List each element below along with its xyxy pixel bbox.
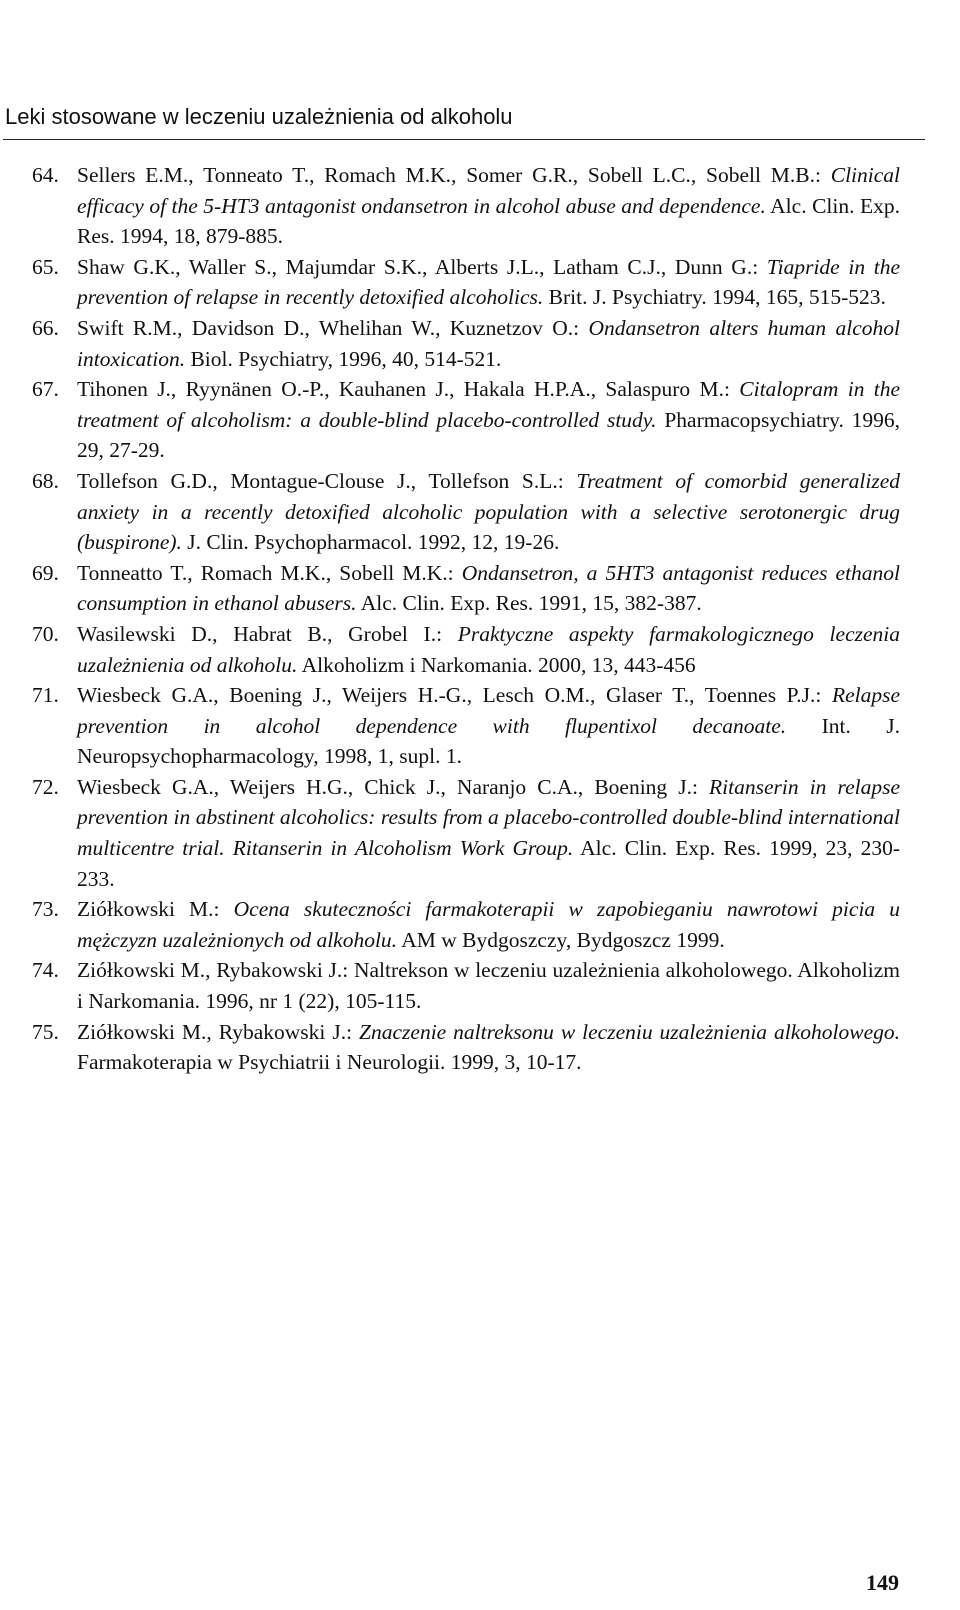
reference-source: AM w Bydgoszczy, Bydgoszcz 1999. xyxy=(401,927,725,952)
reference-list xyxy=(32,160,900,1078)
reference-item xyxy=(32,680,900,772)
reference-authors: Tihonen J., Ryynänen O.-P., Kauhanen J., Hakala H.P.A., Salaspuro M.: xyxy=(77,377,730,402)
reference-item xyxy=(32,619,900,680)
reference-number: 70. xyxy=(32,621,59,646)
reference-item xyxy=(32,160,900,252)
reference-number: 73. xyxy=(32,897,59,922)
reference-authors: Wasilewski D., Habrat B., Grobel I.: xyxy=(77,621,443,646)
reference-authors: Tonneatto T., Romach M.K., Sobell M.K.: xyxy=(77,560,454,585)
reference-number: 67. xyxy=(32,377,59,402)
reference-source: Alkoholizm i Narkomania. 2000, 13, 443-456 xyxy=(301,652,696,677)
reference-item xyxy=(32,955,900,1016)
reference-authors: Ziółkowski M.: xyxy=(77,897,220,922)
reference-item xyxy=(32,374,900,466)
reference-authors: Sellers E.M., Tonneato T., Romach M.K., Somer G.R., Sobell L.C., Sobell M.B.: xyxy=(77,163,821,187)
reference-item xyxy=(32,558,900,619)
reference-title: Clinical efficacy of the 5-HT3 antagonist ondansetron in alcohol abuse and dependence. xyxy=(77,163,901,218)
reference-source: Int. J. Neuropsychopharmacology, 1998, 1, supl. 1. xyxy=(77,713,901,769)
reference-number: 69. xyxy=(32,560,59,585)
reference-item xyxy=(32,772,900,894)
page-number: 149 xyxy=(866,1570,899,1595)
reference-source: Biol. Psychiatry, 1996, 40, 514-521. xyxy=(190,346,502,371)
reference-authors: Swift R.M., Davidson D., Whelihan W., Kuznetzov O.: xyxy=(77,315,580,340)
reference-number: 68. xyxy=(32,468,59,493)
reference-title: Tiapride in the prevention of relapse in recently detoxified alcoholics. xyxy=(77,254,901,310)
reference-source: Naltrekson w leczeniu uzależnienia alkoholowego. Alkoholizm i Narkomania. 1996, nr 1 (22), 105-115. xyxy=(77,958,901,1014)
running-header: Leki stosowane w leczeniu uzależnienia od alkoholu xyxy=(5,104,513,129)
reference-authors: Wiesbeck G.A., Boening J., Weijers H.-G., Lesch O.M., Glaser T., Toennes P.J.: xyxy=(77,683,822,708)
reference-item xyxy=(32,1017,900,1078)
reference-source: J. Clin. Psychopharmacol. 1992, 12, 19-26. xyxy=(187,530,560,555)
reference-source: Alc. Clin. Exp. Res. 1994, 18, 879-885. xyxy=(77,193,900,249)
reference-number: 64. xyxy=(32,163,59,187)
reference-authors: Tollefson G.D., Montague-Clouse J., Tollefson S.L.: xyxy=(77,468,564,493)
reference-number: 75. xyxy=(32,1019,59,1044)
reference-number: 74. xyxy=(32,958,59,983)
reference-source: Pharmacopsychiatry. 1996, 29, 27-29. xyxy=(77,407,900,463)
reference-number: 66. xyxy=(32,315,59,340)
reference-item xyxy=(32,252,900,313)
reference-title: Treatment of comorbid generalized anxiety in a recently detoxified alcoholic population with a selective serotonergic drug (buspirone). xyxy=(77,468,901,555)
reference-item xyxy=(32,466,900,558)
reference-item xyxy=(32,894,900,955)
reference-authors: Wiesbeck G.A., Weijers H.G., Chick J., Naranjo C.A., Boening J.: xyxy=(77,774,698,799)
reference-title: Praktyczne aspekty farmakologicznego leczenia uzależnienia od alkoholu. xyxy=(77,621,900,677)
reference-source: Alc. Clin. Exp. Res. 1999, 23, 230-233. xyxy=(77,836,900,891)
reference-title: Ocena skuteczności farmakoterapii w zapobieganiu nawrotowi picia u mężczyzn uzależnionych od alkoholu. xyxy=(77,897,901,952)
reference-source: Alc. Clin. Exp. Res. 1991, 15, 382-387. xyxy=(360,591,702,616)
reference-number: 72. xyxy=(32,774,59,799)
reference-authors: Shaw G.K., Waller S., Majumdar S.K., Alberts J.L., Latham C.J., Dunn G.: xyxy=(77,254,759,279)
reference-number: 65. xyxy=(32,254,59,279)
reference-authors: Ziółkowski M., Rybakowski J.: xyxy=(77,958,349,983)
reference-title: Ondansetron, a 5HT3 antagonist reduces ethanol consumption in ethanol abusers. xyxy=(77,560,901,616)
reference-source: Farmakoterapia w Psychiatrii i Neurologii. 1999, 3, 10-17. xyxy=(77,1050,582,1075)
reference-title: Znaczenie naltreksonu w leczeniu uzależnienia alkoholowego. xyxy=(359,1019,901,1044)
reference-source: Brit. J. Psychiatry. 1994, 165, 515-523. xyxy=(548,285,886,310)
reference-title: Relapse prevention in alcohol dependence with flupentixol decanoate. xyxy=(77,683,901,738)
reference-number: 71. xyxy=(32,683,59,708)
reference-title: Ondansetron alters human alcohol intoxication. xyxy=(77,315,901,371)
reference-item xyxy=(32,313,900,374)
reference-authors: Ziółkowski M., Rybakowski J.: xyxy=(77,1019,353,1044)
header-rule xyxy=(3,139,925,140)
reference-title: Citalopram in the treatment of alcoholism: a double-blind placebo-controlled study. xyxy=(77,377,901,432)
reference-title: Ritanserin in relapse prevention in abstinent alcoholics: results from a placebo-controlled double-blind international multicentre trial. Ritanserin in Alcoholism Work Group. xyxy=(77,774,900,861)
